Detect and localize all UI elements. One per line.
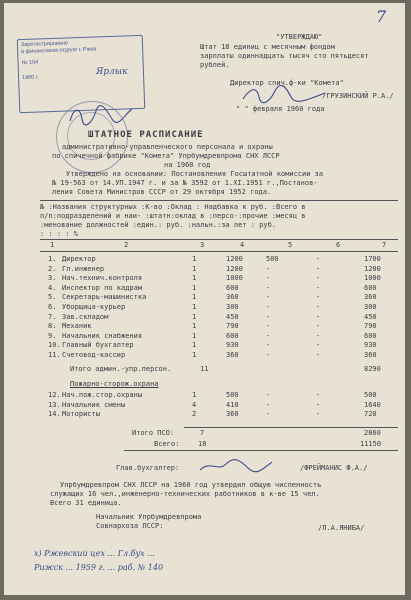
cell-total: 1640 <box>364 400 381 409</box>
approval-date: " " февраля 1960 года <box>236 105 325 113</box>
footer-line-5: Совнархоза ЛССР: <box>96 522 164 530</box>
subtotal-guard-units: 7 <box>200 429 205 437</box>
cell-name: Уборщица-курьер <box>62 303 126 311</box>
cell-n: 7. <box>48 312 57 321</box>
cell-n: 1. <box>48 255 57 263</box>
table-header-row-2: п/п:подразделений и наи- :штатн:оклад в :персо-:прочие :месяц в <box>40 212 306 220</box>
cell-n: 9. <box>48 331 57 340</box>
cell-units: 1 <box>192 255 197 263</box>
cell-n: 4. <box>48 283 57 292</box>
cell-units: 1 <box>192 303 197 311</box>
cell-n: 6. <box>48 303 57 311</box>
cell-extra: - <box>316 283 321 292</box>
cell-units: 1 <box>192 322 197 331</box>
grand-total-row <box>4 440 405 449</box>
cell-extra: - <box>316 303 321 311</box>
table-row <box>4 303 405 312</box>
table-row <box>4 313 405 322</box>
cell-name: Мотористы <box>62 410 100 419</box>
cell-name: Нач.технич.контроля <box>62 274 143 283</box>
cell-pers: - <box>266 274 271 283</box>
column-numbers <box>4 241 405 250</box>
table-top-rule <box>40 200 398 201</box>
cell-salary: 410 <box>226 400 239 409</box>
table-row <box>4 341 405 350</box>
accountant-label: Глав.бухгалтер: <box>116 464 180 472</box>
heading-line-3: на 1960 год <box>164 161 211 169</box>
approval-line-2: зарплаты одиннадцать тысяч сто пятьдесят <box>200 52 369 60</box>
column-number: 2 <box>124 241 129 249</box>
grand-total-label: Всего: <box>154 440 180 448</box>
cell-pers: - <box>266 312 271 321</box>
cell-n: 8. <box>48 322 57 331</box>
cell-name: Начальник снабжения <box>62 331 143 340</box>
cell-n: 14. <box>48 410 61 419</box>
heading-line-6: ления Совета Министров СССР от 29 октября 1952 года. <box>52 188 272 196</box>
cell-salary: 600 <box>226 283 239 292</box>
cell-n: 12. <box>48 391 61 399</box>
cell-salary: 450 <box>226 312 239 321</box>
cell-units: 1 <box>192 312 197 321</box>
table-row <box>4 255 405 264</box>
footer-line-4: Начальник Упрбумдревпрома <box>96 513 202 521</box>
cell-total: 300 <box>364 303 377 311</box>
cell-salary: 360 <box>226 410 239 419</box>
table-row <box>4 351 405 360</box>
subtotal-rule <box>184 427 398 428</box>
cell-total: 450 <box>364 312 377 321</box>
approval-signature <box>66 103 136 127</box>
cell-extra: - <box>316 264 321 273</box>
approval-director: Директор спич.ф-ки "Комета" <box>230 79 344 87</box>
cell-salary: 600 <box>226 331 239 340</box>
document-page <box>4 3 405 595</box>
subtotal-guard-total: 2860 <box>364 429 381 437</box>
cell-n: 5. <box>48 293 57 302</box>
cell-salary: 1200 <box>226 264 243 273</box>
subtotal-admin-row <box>4 365 405 374</box>
heading-line-2: по спичечной фабрике "Комета" Упрбумдревпрома СНХ ЛССР <box>52 152 280 160</box>
cell-pers: - <box>266 410 271 419</box>
cell-extra: - <box>316 351 321 359</box>
column-number: 6 <box>336 241 341 249</box>
cell-extra: - <box>316 400 321 409</box>
cell-total: 720 <box>364 410 377 419</box>
cell-salary: 930 <box>226 341 239 350</box>
cell-name: Нач.пож.стор.охраны <box>62 391 143 399</box>
table-row <box>4 391 405 400</box>
cell-name: Главный бухгалтер <box>62 341 134 350</box>
cell-salary: 360 <box>226 351 239 359</box>
guard-section-header <box>4 380 405 389</box>
table-header-row-1: № :Названия структурных :К-во :Оклад : Надбавка к руб. :Всего в <box>40 203 306 211</box>
cell-total: 1000 <box>364 274 381 283</box>
cell-name: Гл.инженер <box>62 264 105 273</box>
cell-pers: - <box>266 331 271 340</box>
cell-pers: - <box>266 391 271 399</box>
cell-n: 13. <box>48 400 61 409</box>
approval-line-3: рублей. <box>200 61 230 69</box>
handwritten-page-number: 7 <box>376 7 387 26</box>
cell-pers: - <box>266 293 271 302</box>
cell-pers: - <box>266 322 271 331</box>
cell-name: Директор <box>62 255 96 263</box>
cell-units: 1 <box>192 351 197 359</box>
cell-extra: - <box>316 293 321 302</box>
table-row <box>4 274 405 283</box>
cell-units: 1 <box>192 391 197 399</box>
stamp-line-2: в финансовом отделе г. Ржев <box>21 46 97 56</box>
cell-extra: - <box>316 274 321 283</box>
table-row <box>4 410 405 419</box>
column-number: 7 <box>382 241 387 249</box>
heading-line-4: Утверждено на основании: Постановления Госштатной комиссии за <box>66 170 324 178</box>
cell-name: Зав.складом <box>62 312 109 321</box>
cell-n: 2. <box>48 264 57 273</box>
heading-line-1: административно-управленческого персонала и охраны <box>62 143 273 151</box>
table-row <box>4 293 405 302</box>
cell-total: 360 <box>364 293 377 302</box>
cell-pers: 500 <box>266 255 279 263</box>
stamp-line-1: Зарегистрировано <box>20 40 69 49</box>
cell-extra: - <box>316 255 321 263</box>
cell-name: Механик <box>62 322 92 331</box>
footer-line-6: /Л.А.ЯНИБА/ <box>318 524 365 532</box>
cell-salary: 1000 <box>226 274 243 283</box>
cell-name: Секретарь-машинистка <box>62 293 147 302</box>
subtotal-guard-row <box>4 429 405 438</box>
table-row <box>4 332 405 341</box>
footer-line-1: Упрбумдревпром СНХ ЛССР на 1960 год утвердил общую численность <box>60 481 322 489</box>
director-signature <box>239 85 329 105</box>
column-number: 5 <box>288 241 293 249</box>
cell-total: 360 <box>364 351 377 359</box>
subtotal-guard-label: Итого ПСО: <box>132 429 175 437</box>
subtotal-admin-total: 8290 <box>364 365 381 373</box>
footer-line-2: служащих 16 чел.,инженерно-технических работников в к-ве 15 чел. <box>50 490 320 498</box>
cell-n: 11. <box>48 351 61 359</box>
cell-total: 1700 <box>364 255 381 263</box>
cell-units: 1 <box>192 341 197 350</box>
subtotal-admin-units: 11 <box>200 365 209 373</box>
cell-extra: - <box>316 322 321 331</box>
cell-units: 1 <box>192 293 197 302</box>
cell-units: 1 <box>192 274 197 283</box>
cell-units: 4 <box>192 400 197 409</box>
table-row <box>4 322 405 331</box>
column-number: 3 <box>200 241 205 249</box>
cell-total: 600 <box>364 283 377 292</box>
cell-pers: - <box>266 264 271 273</box>
cell-salary: 300 <box>226 303 239 311</box>
table-row <box>4 284 405 293</box>
cell-name: Счетовод-кассир <box>62 351 126 359</box>
table-header-row-3: :менование должностей :един.: руб. :нальн.:за лет : руб. <box>40 221 277 229</box>
cell-total: 600 <box>364 331 377 340</box>
cell-salary: 360 <box>226 293 239 302</box>
cell-extra: - <box>316 341 321 350</box>
column-number: 1 <box>50 241 55 249</box>
accountant-name: /ФРЕЙМАНИС Ф.А./ <box>300 464 368 472</box>
cell-pers: - <box>266 400 271 409</box>
cell-extra: - <box>316 312 321 321</box>
column-number-rule <box>40 251 398 252</box>
cell-extra: - <box>316 331 321 340</box>
cell-n: 3. <box>48 274 57 283</box>
subtotal-admin-label: Итого админ.-упр.персон. <box>70 365 172 373</box>
cell-name: Начальник смены <box>62 400 126 409</box>
cell-pers: - <box>266 283 271 292</box>
document-title: ШТАТНОЕ РАСПИСАНИЕ <box>88 130 204 140</box>
cell-salary: 1200 <box>226 255 243 263</box>
cell-total: 1200 <box>364 264 381 273</box>
accountant-signature <box>196 458 276 474</box>
grand-total-units: 18 <box>198 440 207 448</box>
cell-units: 2 <box>192 410 197 419</box>
cell-n: 10. <box>48 341 61 350</box>
cell-name: Инспектор по кадрам <box>62 283 143 292</box>
table-row <box>4 265 405 274</box>
stamp-handwritten-note: Ярлык <box>96 67 128 77</box>
stamp-line-3: № 104 <box>21 59 39 67</box>
table-header-rule <box>40 239 398 240</box>
cell-pers: - <box>266 303 271 311</box>
cell-units: 1 <box>192 331 197 340</box>
cell-extra: - <box>316 391 321 399</box>
cell-total: 930 <box>364 341 377 350</box>
cell-salary: 790 <box>226 322 239 331</box>
cell-extra: - <box>316 410 321 419</box>
cell-salary: 500 <box>226 391 239 399</box>
cell-units: 1 <box>192 264 197 273</box>
cell-pers: - <box>266 351 271 359</box>
table-row <box>4 401 405 410</box>
guard-section-title: Пожарно-сторож.охрана <box>70 380 159 388</box>
approval-line-1: Штат 18 единиц с месячным фондом <box>200 43 335 51</box>
cell-total: 500 <box>364 391 377 399</box>
grand-total-value: 11150 <box>360 440 382 448</box>
cell-total: 790 <box>364 322 377 331</box>
bottom-handwritten-note-1: x) Ржевский цех ... Гл.бух ... <box>34 549 155 558</box>
stamp-line-4: 1960 г. <box>22 74 39 82</box>
cell-pers: - <box>266 341 271 350</box>
column-number: 4 <box>240 241 245 249</box>
table-header-row-4: : : : : % <box>40 230 78 238</box>
approval-director-name: /ГРУЗИНСКИЙ Р.А./ <box>322 92 394 100</box>
heading-line-5: № 19-563 от 14.УП.1947 г. и за № 3592 от 1.XI.1951 г.,Постанов- <box>52 179 318 187</box>
footer-line-3: Всего 31 единица. <box>50 499 122 507</box>
cell-units: 1 <box>192 283 197 292</box>
table-bottom-rule <box>124 450 398 451</box>
bottom-handwritten-note-2: Рижск ... 1959 г. ... раб. № 140 <box>34 563 164 572</box>
approval-title: "УТВЕРЖДАЮ" <box>276 33 323 41</box>
